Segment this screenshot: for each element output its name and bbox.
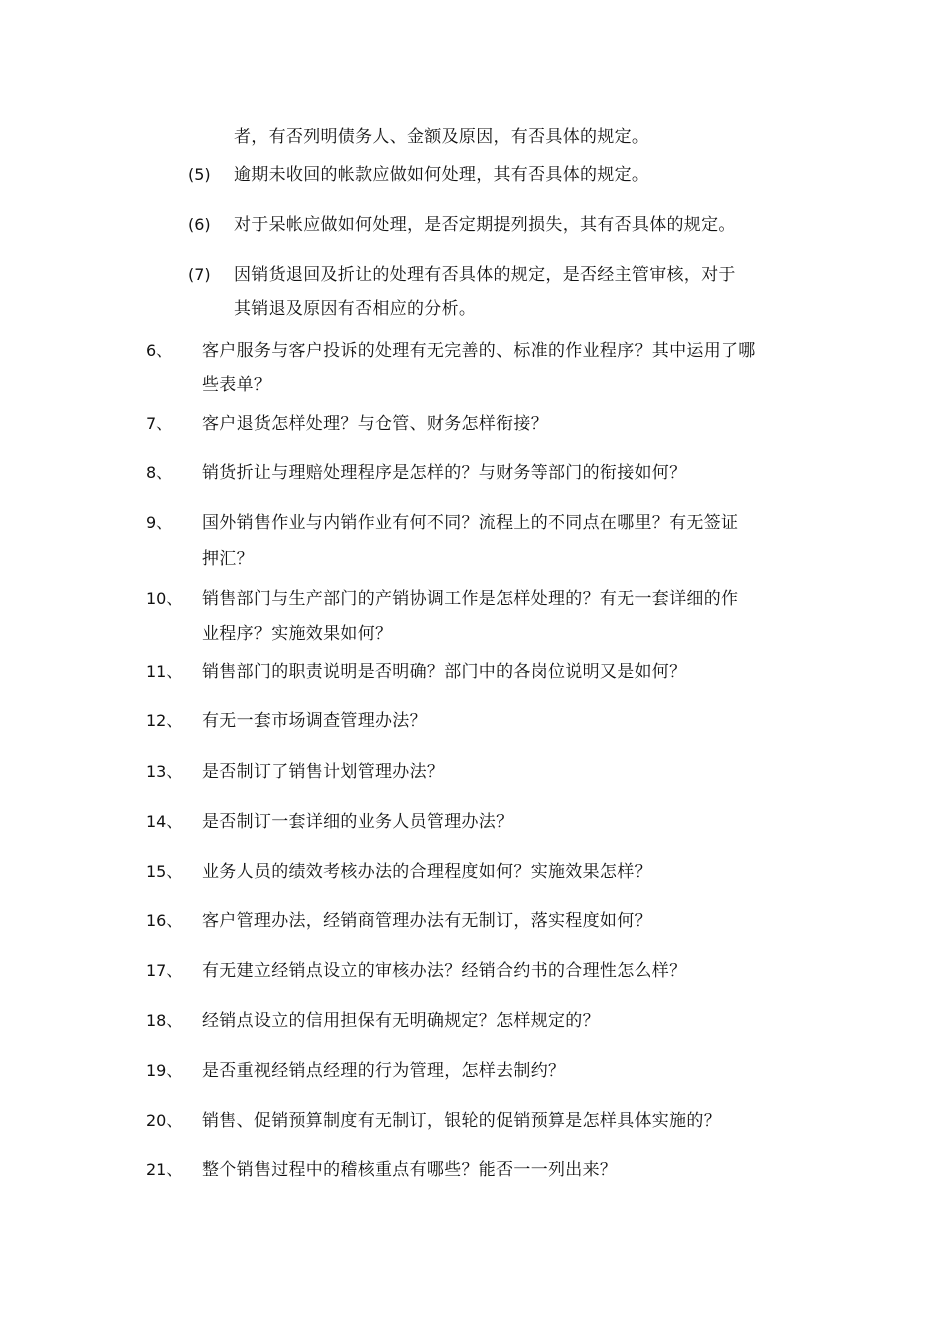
item-text: 经销点设立的信用担保有无明确规定？怎样规定的？ bbox=[202, 1011, 600, 1031]
sub-item-number: (5) bbox=[188, 165, 211, 184]
item-text: 是否制订了销售计划管理办法？ bbox=[202, 762, 445, 782]
continuation-text: 者，有否列明债务人、金额及原因，有否具体的规定。 bbox=[234, 127, 650, 147]
item-text: 有无一套市场调查管理办法？ bbox=[202, 711, 427, 731]
item-text: 业务人员的绩效考核办法的合理程度如何？实施效果怎样？ bbox=[202, 862, 652, 882]
item-number: 15、 bbox=[146, 862, 183, 881]
item-text: 是否制订一套详细的业务人员管理办法？ bbox=[202, 812, 514, 832]
item-text: 销售部门与生产部门的产销协调工作是怎样处理的？有无一套详细的作 bbox=[202, 589, 739, 609]
item-text: 客户服务与客户投诉的处理有无完善的、标准的作业程序？其中运用了哪 bbox=[202, 341, 756, 361]
sub-item-number: (6) bbox=[188, 215, 211, 234]
item-number: 16、 bbox=[146, 911, 183, 930]
sub-item-text: 其销退及原因有否相应的分析。 bbox=[234, 299, 477, 319]
item-number: 20、 bbox=[146, 1111, 183, 1130]
item-text: 销售、促销预算制度有无制订，银轮的促销预算是怎样具体实施的？ bbox=[202, 1111, 721, 1131]
item-text: 有无建立经销点设立的审核办法？经销合约书的合理性怎么样？ bbox=[202, 961, 687, 981]
sub-item-text: 对于呆帐应做如何处理，是否定期提列损失，其有否具体的规定。 bbox=[234, 215, 736, 235]
item-number: 19、 bbox=[146, 1061, 183, 1080]
item-number: 10、 bbox=[146, 589, 183, 608]
item-number: 6、 bbox=[146, 341, 173, 360]
item-number: 12、 bbox=[146, 711, 183, 730]
item-number: 11、 bbox=[146, 662, 183, 681]
item-number: 8、 bbox=[146, 463, 173, 482]
item-text: 些表单？ bbox=[202, 375, 272, 395]
item-text: 国外销售作业与内销作业有何不同？流程上的不同点在哪里？有无签证 bbox=[202, 513, 739, 533]
sub-item-text: 逾期未收回的帐款应做如何处理，其有否具体的规定。 bbox=[234, 165, 650, 185]
item-text: 是否重视经销点经理的行为管理，怎样去制约？ bbox=[202, 1061, 566, 1081]
item-text: 客户退货怎样处理？与仓管、财务怎样衔接？ bbox=[202, 414, 548, 434]
item-number: 7、 bbox=[146, 414, 173, 433]
item-number: 9、 bbox=[146, 513, 173, 532]
item-number: 21、 bbox=[146, 1160, 183, 1179]
item-text: 销售部门的职责说明是否明确？部门中的各岗位说明又是如何？ bbox=[202, 662, 687, 682]
item-number: 13、 bbox=[146, 762, 183, 781]
item-number: 17、 bbox=[146, 961, 183, 980]
item-text: 押汇？ bbox=[202, 549, 254, 569]
item-text: 整个销售过程中的稽核重点有哪些？能否一一列出来？ bbox=[202, 1160, 618, 1180]
item-text: 销货折让与理赔处理程序是怎样的？与财务等部门的衔接如何？ bbox=[202, 463, 687, 483]
item-text: 业程序？实施效果如何？ bbox=[202, 624, 393, 644]
sub-item-number: (7) bbox=[188, 265, 211, 284]
item-text: 客户管理办法，经销商管理办法有无制订，落实程度如何？ bbox=[202, 911, 652, 931]
item-number: 18、 bbox=[146, 1011, 183, 1030]
item-number: 14、 bbox=[146, 812, 183, 831]
sub-item-text: 因销货退回及折让的处理有否具体的规定，是否经主管审核，对于 bbox=[234, 265, 736, 285]
